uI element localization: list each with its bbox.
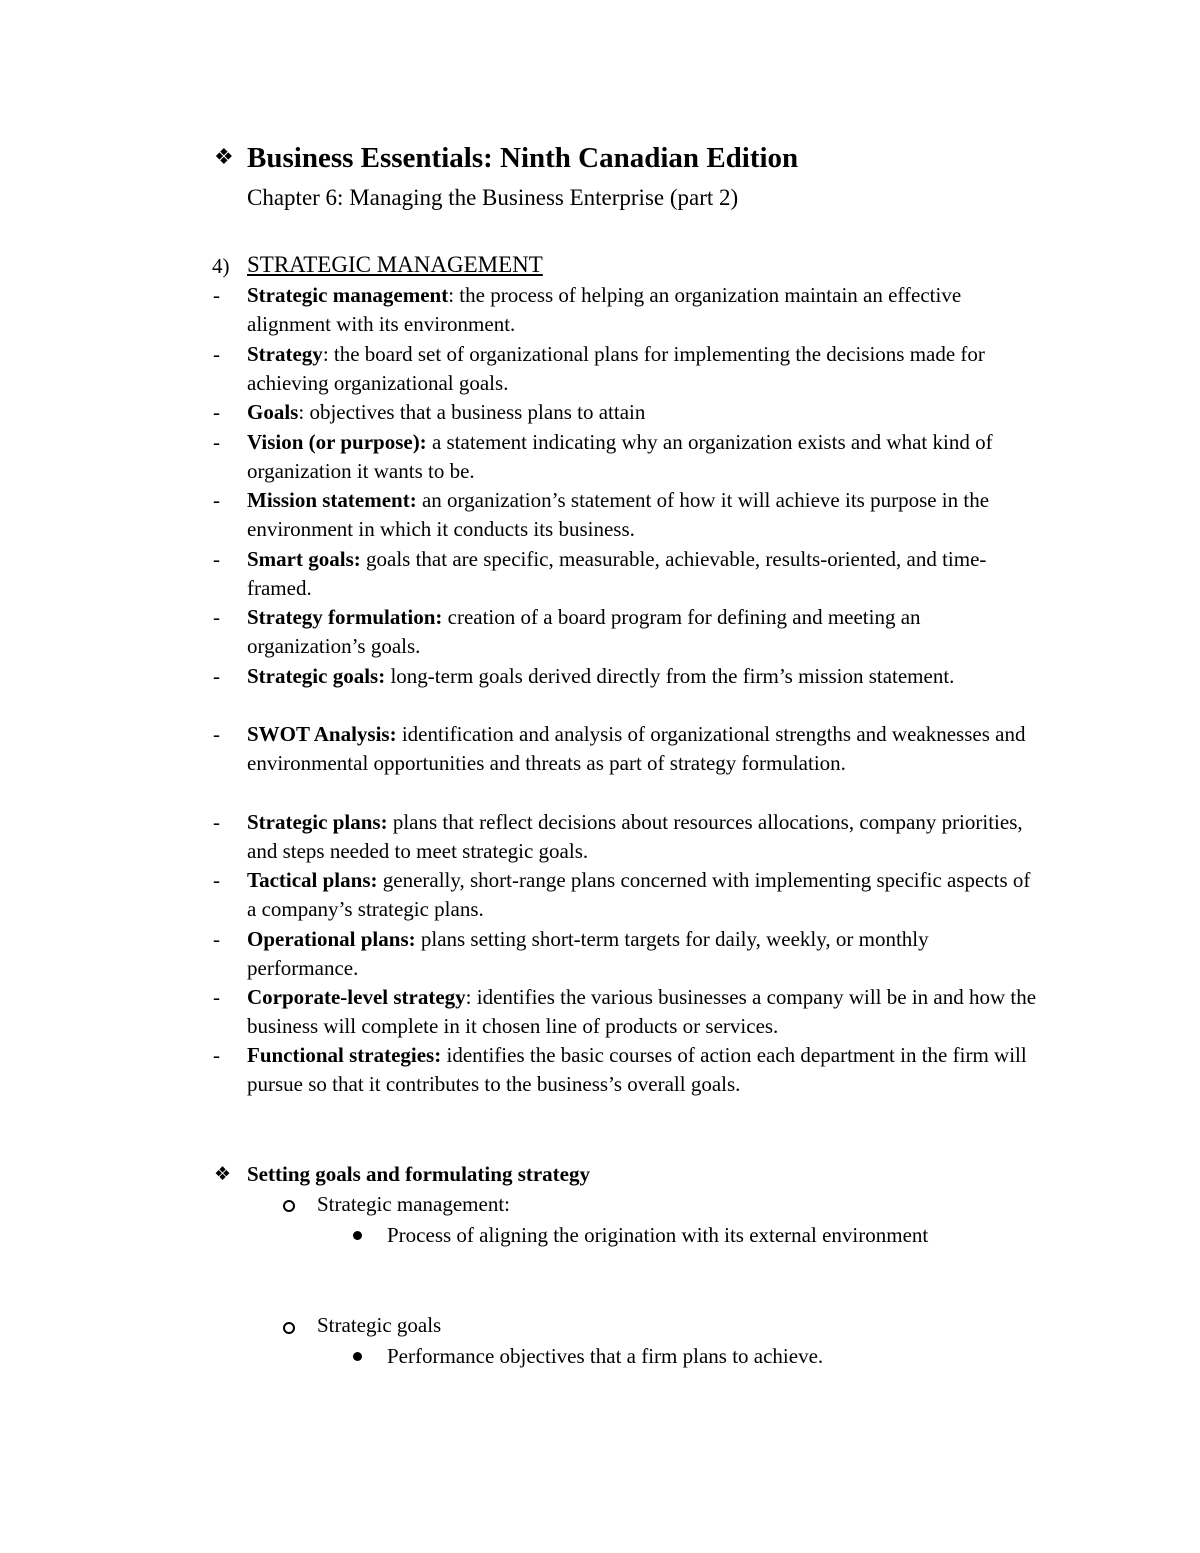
diamond-bullet-icon: ❖ — [214, 1163, 232, 1185]
term: Strategy — [247, 342, 323, 366]
dash-marker: - — [213, 664, 220, 688]
definition: the process of helping an organization maintain an effective alignment with its environment. — [247, 283, 962, 337]
definition: a statement indicating why an organization exists and what kind of organization it wants to be. — [247, 430, 993, 484]
diamond-bullet-icon: ❖ — [214, 145, 234, 170]
dash-marker: - — [213, 810, 220, 834]
dash-marker: - — [213, 342, 220, 366]
sub-item-point: Performance objectives that a firm plans to achieve. — [387, 1344, 824, 1368]
sub-item-point: Process of aligning the origination with its external environment — [387, 1223, 929, 1247]
definition: generally, short-range plans concerned with implementing specific aspects of a company’s strategic plans. — [247, 868, 1031, 922]
term-separator: : — [322, 342, 329, 366]
filled-dot-bullet-icon — [353, 1352, 362, 1361]
dash-marker: - — [213, 868, 220, 892]
term: Strategic goals: — [247, 664, 386, 688]
document-title: Business Essentials: Ninth Canadian Edition — [247, 142, 799, 174]
term: Tactical plans: — [247, 868, 378, 892]
definition: plans that reflect decisions about resources allocations, company priorities, and steps needed to meet strategic goals. — [247, 810, 1023, 864]
list-item — [247, 545, 1037, 604]
list-item — [247, 1041, 1037, 1100]
definition: an organization’s statement of how it will achieve its purpose in the environment in which it conducts its business. — [247, 488, 990, 542]
chapter-subtitle: Chapter 6: Managing the Business Enterprise (part 2) — [247, 185, 739, 210]
term: Vision (or purpose): — [247, 430, 427, 454]
dash-marker: - — [213, 430, 220, 454]
term-separator: : — [298, 400, 305, 424]
list-item — [247, 808, 1037, 867]
list-item — [247, 340, 1037, 399]
term: Strategy formulation: — [247, 605, 443, 629]
dash-marker: - — [213, 400, 220, 424]
definition: creation of a board program for defining and meeting an organization’s goals. — [247, 605, 921, 659]
definition: long-term goals derived directly from the firm’s mission statement. — [385, 664, 955, 688]
definition: identifies the various businesses a company will be in and how the business will complete in it chosen line of products or services. — [247, 985, 1037, 1039]
filled-dot-bullet-icon — [353, 1231, 362, 1240]
list-item — [247, 866, 1037, 925]
dash-marker: - — [213, 283, 220, 307]
term-separator: : — [448, 283, 455, 307]
hollow-circle-bullet-icon — [283, 1200, 295, 1212]
sub-item-label: Strategic management: — [317, 1192, 511, 1216]
list-item — [247, 720, 1037, 779]
term: Strategic plans: — [247, 810, 388, 834]
dash-marker: - — [213, 605, 220, 629]
list-item — [247, 662, 1037, 691]
sub-item-label: Strategic goals — [317, 1313, 442, 1337]
list-item — [247, 603, 1037, 662]
definition: identification and analysis of organizational strengths and weaknesses and environmental opportunities and threats as part of strategy formulation. — [247, 722, 1026, 776]
term: Functional strategies: — [247, 1043, 442, 1067]
list-item — [247, 983, 1037, 1042]
definition: plans setting short-term targets for daily, weekly, or monthly performance. — [247, 927, 929, 981]
term: Strategic management — [247, 283, 449, 307]
term: Goals — [247, 400, 299, 424]
section-number: 4) — [212, 254, 230, 278]
list-item — [247, 428, 1037, 487]
list-item — [247, 486, 1037, 545]
term: SWOT Analysis: — [247, 722, 397, 746]
dash-marker: - — [213, 722, 220, 746]
term-separator: : — [465, 985, 472, 1009]
list-item — [247, 398, 1037, 427]
term: Corporate-level strategy — [247, 985, 466, 1009]
list-item — [247, 281, 1037, 340]
section-heading: STRATEGIC MANAGEMENT — [247, 252, 543, 277]
dash-marker: - — [213, 985, 220, 1009]
dash-marker: - — [213, 1043, 220, 1067]
list-item — [247, 925, 1037, 984]
definition: goals that are specific, measurable, achievable, results-oriented, and time-framed. — [247, 547, 987, 601]
section-title: Setting goals and formulating strategy — [247, 1162, 590, 1186]
term: Smart goals: — [247, 547, 361, 571]
dash-marker: - — [213, 488, 220, 512]
term: Operational plans: — [247, 927, 416, 951]
definition: the board set of organizational plans for implementing the decisions made for achieving organizational goals. — [247, 342, 985, 396]
term: Mission statement: — [247, 488, 417, 512]
hollow-circle-bullet-icon — [283, 1322, 295, 1334]
definition: identifies the basic courses of action each department in the firm will pursue so that it contributes to the business’s overall goals. — [247, 1043, 1027, 1097]
dash-marker: - — [213, 547, 220, 571]
dash-marker: - — [213, 927, 220, 951]
definition: objectives that a business plans to attain — [304, 400, 646, 424]
